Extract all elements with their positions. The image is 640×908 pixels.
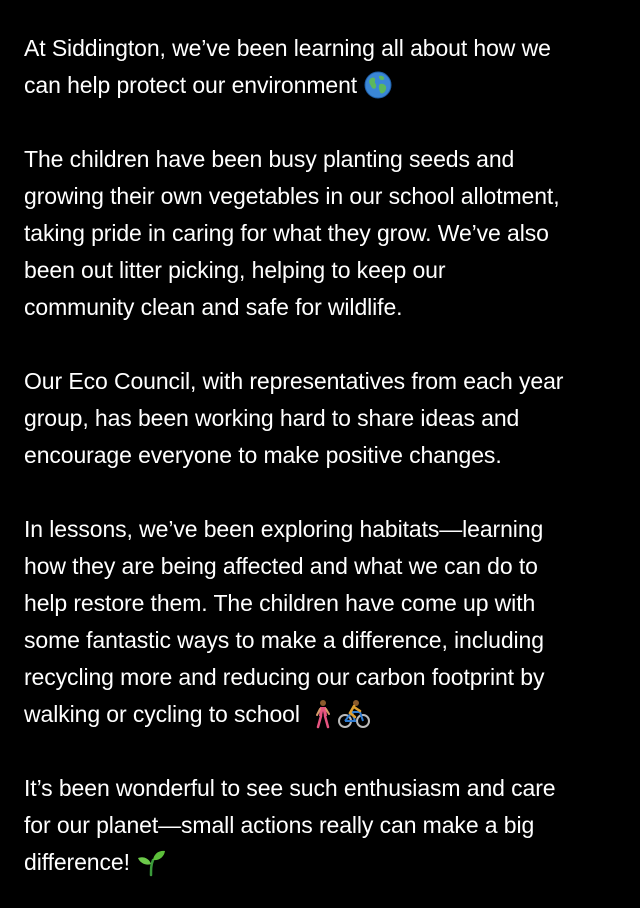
paragraph-intro [24,30,624,104]
text-line: for our planet—small actions really can make a big [24,812,535,838]
text-line: At Siddington, we’ve been learning all about how we [24,35,551,61]
paragraph-closing [24,770,624,881]
cyclist-icon [338,699,370,729]
seedling-icon [136,847,166,877]
text-line-with-emoji [24,844,624,881]
text-line: difference! [24,849,130,875]
paragraph-allotment [24,141,624,326]
paragraph-eco-council [24,363,624,474]
text-line: Our Eco Council, with representatives from each year [24,368,564,394]
globe-icon [363,70,393,100]
text-line: growing their own vegetables in our school allotment, [24,183,560,209]
text-line: can help protect our environment [24,72,358,98]
text-line: been out litter picking, helping to keep our [24,257,446,283]
text-line: community clean and safe for wildlife. [24,294,403,320]
text-line-with-emoji [24,67,624,104]
text-line: walking or cycling to school [24,701,300,727]
paragraph-lessons [24,511,624,733]
text-line: taking pride in caring for what they grow. We’ve also [24,220,549,246]
text-line: group, has been working hard to share ideas and [24,405,520,431]
text-line: It’s been wonderful to see such enthusiasm and care [24,775,556,801]
text-line: help restore them. The children have come up with [24,590,536,616]
text-line: how they are being affected and what we can do to [24,553,538,579]
text-line: In lessons, we’ve been exploring habitats—learning [24,516,544,542]
text-line-with-emoji [24,696,624,733]
text-line: some fantastic ways to make a difference, including [24,627,544,653]
post-body [24,30,624,881]
text-line: recycling more and reducing our carbon footprint by [24,664,545,690]
walking-person-icon [312,699,334,729]
text-line: The children have been busy planting seeds and [24,146,515,172]
text-line: encourage everyone to make positive changes. [24,442,502,468]
